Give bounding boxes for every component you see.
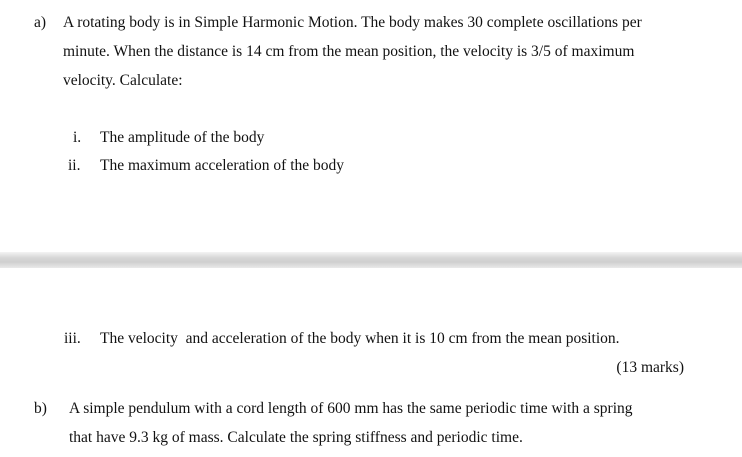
- subpart-ii-label: ii.: [68, 157, 81, 174]
- marks-label: (13 marks): [616, 359, 684, 376]
- question-a-line-3: velocity. Calculate:: [63, 72, 183, 89]
- question-a-label: a): [34, 14, 47, 31]
- subpart-i-text: The amplitude of the body: [100, 129, 265, 146]
- subpart-iii-label: iii.: [64, 330, 81, 347]
- subpart-i-label: i.: [73, 129, 82, 146]
- page-bottom: [0, 268, 742, 457]
- question-a-line-1: A rotating body is in Simple Harmonic Motion. The body makes 30 complete oscillations per: [63, 14, 642, 31]
- subpart-iii-text: The velocity and acceleration of the body when it is 10 cm from the mean position.: [100, 330, 620, 347]
- question-b-label: b): [34, 400, 47, 417]
- question-b-line-1: A simple pendulum with a cord length of 600 mm has the same periodic time with a spring: [69, 400, 633, 417]
- question-b-line-2: that have 9.3 kg of mass. Calculate the spring stiffness and periodic time.: [69, 429, 523, 446]
- subpart-ii-text: The maximum acceleration of the body: [100, 157, 345, 174]
- question-a-line-2: minute. When the distance is 14 cm from the mean position, the velocity is 3/5 of maximum: [63, 43, 635, 60]
- page-break-divider: [0, 252, 742, 268]
